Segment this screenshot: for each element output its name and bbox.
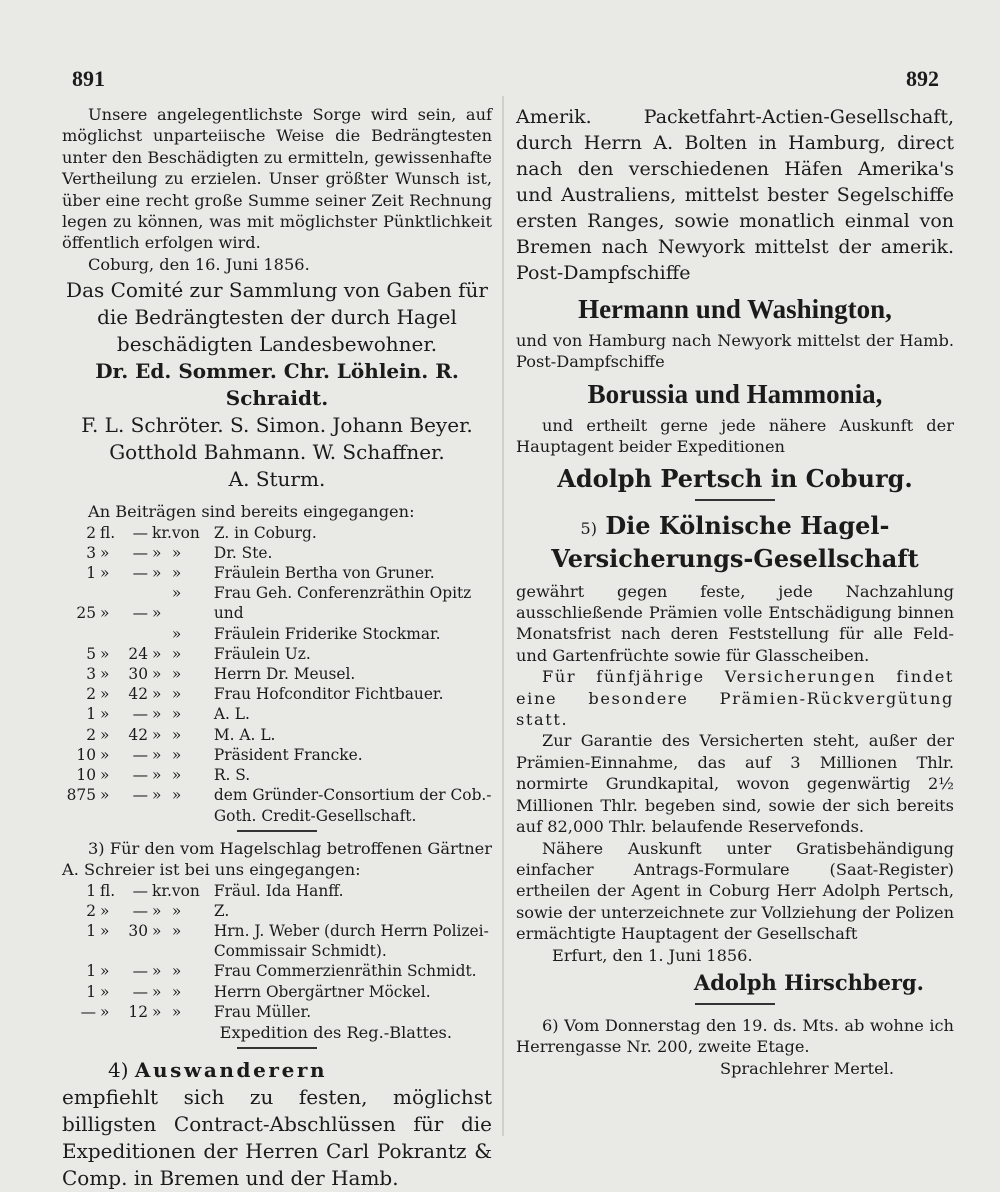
notice-3-intro: 3) Für den vom Hagelschlag betroffenen Gärtner A. Schreier ist bei uns eingegangen: [62, 838, 492, 880]
donation-cell: » [152, 962, 162, 981]
donation-cell: » [152, 543, 162, 562]
donation-cell: 1 [86, 982, 96, 1001]
donation-donor: Herrn Obergärtner Möckel. [213, 982, 431, 1001]
committee-names-4: A. Sturm. [228, 467, 326, 492]
donation-row [62, 664, 492, 684]
donation-cell: kr. [152, 881, 172, 900]
donation-cell: » [152, 921, 162, 940]
donation-cell: » [171, 786, 182, 805]
divider [695, 1003, 775, 1005]
gardener-donations-table [62, 881, 492, 1022]
notice-4-number: 4) [108, 1058, 129, 1083]
donation-donor: Präsident Francke. [213, 745, 363, 764]
donation-cell: 2 [86, 901, 96, 920]
divider [237, 1047, 317, 1049]
donation-cell: 10 [76, 766, 96, 785]
donation-cell: 875 [66, 786, 96, 805]
donation-cell: » [152, 644, 162, 663]
donation-donor: R. S. [213, 766, 251, 785]
donation-row [62, 881, 492, 901]
donation-cell: » [152, 786, 162, 805]
ships-borussia-hammonia: Borussia und Hammonia, [587, 378, 883, 409]
notice-6-text: 6) Vom Donnerstag den 19. ds. Mts. ab wohne ich Herrengasse Nr. 200, zweite Etage. [516, 1015, 954, 1057]
donation-cell: — [132, 881, 148, 900]
date-line: Coburg, den 16. Juni 1856. [88, 254, 310, 274]
left-column [62, 104, 492, 1192]
donation-cell: » [171, 921, 182, 940]
donation-cell: » [171, 564, 182, 583]
donation-cell: — [80, 1002, 96, 1021]
donation-cell: » [171, 685, 182, 704]
committee-names-3: Gotthold Bahmann. W. Schaffner. [109, 440, 445, 465]
donation-donor: Frau Commerzienräthin Schmidt. [213, 962, 477, 981]
donation-cell: » [171, 705, 182, 724]
donation-cell [172, 603, 212, 623]
donation-cell: — [132, 786, 148, 805]
notice-3-signature: Expedition des Reg.-Blattes. [219, 1022, 452, 1042]
donation-cell: » [171, 982, 182, 1001]
donation-cell [100, 624, 116, 644]
donation-donor: Frau Geh. Conferenzräthin Opitz [213, 584, 472, 603]
donation-donor: Fräulein Bertha von Gruner. [213, 564, 435, 583]
donation-cell: » [171, 624, 182, 643]
donation-row [62, 765, 492, 785]
donation-cell: — [132, 766, 148, 785]
donation-cell: » [152, 725, 162, 744]
donation-cell: » [171, 665, 182, 684]
donation-donor: dem Gründer-Consortium der Cob.-Goth. Credit-Gesellschaft. [213, 786, 492, 825]
donation-cell: 2 [86, 523, 96, 542]
donation-row [62, 624, 492, 644]
donation-cell: — [132, 543, 148, 562]
donation-cell [152, 583, 172, 603]
divider [237, 830, 317, 832]
intro-paragraph: Unsere angelegentlichste Sorge wird sein, auf möglichst unparteiische Weise die Bedrängtesten unter den Beschädigten zu ermitteln, gewissenhafte Vertheilung zu erzielen. Unser größter Wunsch ist, über eine recht große Summe seiner Zeit Rechnung legen zu können, was mit möglichster Pünktlichkeit öffentlich erfolgen wird. [62, 105, 492, 253]
donation-row [62, 684, 492, 704]
committee-names-2: F. L. Schröter. S. Simon. Johann Beyer. [81, 413, 473, 438]
donation-cell: » [152, 564, 162, 583]
donation-cell: 5 [86, 644, 96, 663]
donation-donor: Dr. Ste. [213, 543, 273, 562]
ships-hermann-washington: Hermann und Washington, [578, 294, 892, 324]
donation-cell: » [100, 982, 110, 1001]
donation-cell: » [171, 584, 182, 603]
donation-cell: 24 [128, 644, 148, 663]
notice-5-para-1: gewährt gegen feste, jede Nachzahlung ausschließende Prämien volle Entschädigung binnen Monatsfrist nach deren Feststellung für alle Feld- und Gartenfrüchte sowie für Glasscheiben. [516, 581, 954, 665]
donation-cell: » [171, 543, 182, 562]
donation-cell: 12 [128, 1002, 148, 1021]
donation-row [62, 725, 492, 745]
donation-donor: M. A. L. [213, 725, 276, 744]
donation-cell: » [100, 745, 110, 764]
donation-cell: » [152, 665, 162, 684]
donation-cell: — [132, 901, 148, 920]
donation-cell [100, 583, 116, 603]
donation-cell: » [171, 901, 182, 920]
donation-row [62, 1002, 492, 1022]
donation-cell: von [171, 523, 200, 542]
donation-cell: 1 [86, 705, 96, 724]
donation-row [62, 543, 492, 563]
donation-row [62, 961, 492, 981]
notice-5-number: 5) [580, 518, 597, 538]
donation-cell: — [132, 705, 148, 724]
donation-row [62, 982, 492, 1002]
donation-cell: — [132, 604, 148, 623]
notice-5-para-2: Für fünfjährige Versicherungen findet eine besondere Prämien-Rückvergütung statt. [516, 667, 954, 730]
notice-5-date: Erfurt, den 1. Juni 1856. [552, 945, 753, 965]
notice-5-title: Die Kölnische Hagel-Versicherungs-Gesellschaft [551, 510, 919, 573]
donation-cell: 30 [128, 921, 148, 940]
notice-5-heading [516, 509, 954, 575]
donation-cell: 25 [76, 604, 96, 623]
donation-donor: Fräulein Friderike Stockmar. [213, 624, 441, 643]
donation-cell: » [100, 921, 110, 940]
donation-cell: » [100, 1002, 110, 1021]
notice-5-signature: Adolph Hirschberg. [693, 969, 924, 995]
donation-cell: 10 [76, 745, 96, 764]
donation-cell: 2 [86, 685, 96, 704]
donation-row [62, 644, 492, 664]
donation-cell: » [171, 725, 182, 744]
donation-cell: 3 [86, 665, 96, 684]
donation-cell: » [100, 564, 110, 583]
shipping-text: Amerik. Packetfahrt-Actien-Gesellschaft, durch Herrn A. Bolten in Hamburg, direct nach den verschiedenen Häfen Amerika's und Australiens, mittelst bester Segelschiffe ersten Ranges, sowie monatlich einmal von Bremen nach Newyork mittelst der amerik. Post-Dampfschiffe [516, 106, 954, 284]
donation-row [62, 745, 492, 765]
notice-4-title: Auswanderern [134, 1058, 328, 1083]
agent-name: Adolph Pertsch in Coburg. [557, 463, 913, 493]
page-number-right: 892 [906, 66, 939, 91]
donation-row [62, 603, 492, 623]
donation-donor: Z. in Coburg. [213, 523, 317, 542]
donation-cell [116, 624, 152, 644]
donation-cell: » [152, 1002, 162, 1021]
donation-cell: kr. [152, 523, 172, 542]
donation-row [62, 704, 492, 724]
donation-cell [152, 624, 172, 644]
donation-cell: 42 [128, 685, 148, 704]
donation-donor: Herrn Dr. Meusel. [213, 665, 356, 684]
donation-cell: » [171, 745, 182, 764]
donation-cell: » [171, 644, 182, 663]
column-divider [502, 96, 504, 1136]
notice-4-text: empfiehlt sich zu festen, möglichst billigsten Contract-Abschlüssen für die Expeditionen der Herren Carl Pokrantz & Comp. in Bremen und der Hamb. [62, 1085, 492, 1191]
donation-cell: 1 [86, 564, 96, 583]
donation-donor: Z. [213, 901, 230, 920]
donation-cell: 42 [128, 725, 148, 744]
donation-donor: A. L. [213, 705, 250, 724]
donation-cell: » [171, 1002, 182, 1021]
donation-donor: Hrn. J. Weber (durch Herrn Polizei-Commissair Schmidt). [213, 921, 489, 961]
donation-donor: und [213, 604, 244, 623]
donation-cell: — [132, 564, 148, 583]
page-number-left: 891 [72, 66, 105, 91]
donation-cell: 2 [86, 725, 96, 744]
donation-cell: — [132, 962, 148, 981]
right-column [516, 104, 954, 1079]
donation-cell: » [100, 786, 110, 805]
donation-row [62, 523, 492, 543]
committee-names-1: Dr. Ed. Sommer. Chr. Löhlein. R. Schraidt. [95, 359, 459, 411]
donation-row [62, 901, 492, 921]
donation-cell: » [100, 725, 110, 744]
donation-cell: » [100, 962, 110, 981]
donation-cell: fl. [100, 523, 116, 542]
donation-cell: » [152, 685, 162, 704]
donation-cell: » [171, 766, 182, 785]
donation-cell: » [152, 745, 162, 764]
donation-donor: Frau Müller. [213, 1002, 312, 1021]
divider [695, 499, 775, 501]
donation-cell: » [100, 901, 110, 920]
donation-donor: Fräulein Uz. [213, 644, 311, 663]
donation-cell: » [152, 982, 162, 1001]
donation-cell: — [132, 982, 148, 1001]
donation-donor: Frau Hofconditor Fichtbauer. [213, 685, 444, 704]
notice-5-para-3: Zur Garantie des Versicherten steht, außer der Prämien-Einnahme, das auf 3 Millionen Thlr. normirte Grundkapital, wovon gegenwärtig 2½ Millionen Thlr. begeben sind, sowie der sich bereits auf 82,000 Thlr. belaufende Reservefonds. [516, 731, 954, 837]
donation-cell: 1 [86, 881, 96, 900]
donation-cell: » [100, 705, 110, 724]
donation-cell: » [152, 766, 162, 785]
donation-cell: » [100, 665, 110, 684]
donation-cell: — [132, 523, 148, 542]
donation-cell: » [100, 644, 110, 663]
shipping-info-text: und ertheilt gerne jede nähere Auskunft der Hauptagent beider Expeditionen [516, 415, 954, 457]
donation-cell: » [100, 604, 110, 623]
donation-row [62, 785, 492, 825]
donation-cell: von [171, 881, 200, 900]
donation-cell: » [152, 901, 162, 920]
donations-table [62, 523, 492, 826]
donation-cell: — [132, 745, 148, 764]
donation-cell: » [100, 766, 110, 785]
notice-5-para-4: Nähere Auskunft unter Gratisbehändigung einfacher Antrags-Formulare (Saat-Register) ertheilen der Agent in Coburg Herr Adolph Pertsch, sowie der unterzeichnete zur Vollziehung der Polizen ermächtigte Hauptagent der Gesellschaft [516, 838, 954, 944]
donation-cell: 1 [86, 962, 96, 981]
donation-cell: 30 [128, 665, 148, 684]
donation-cell: » [100, 543, 110, 562]
donation-cell: » [171, 962, 182, 981]
donation-cell: 1 [86, 921, 96, 940]
notice-4-heading [62, 1057, 492, 1084]
donation-cell [116, 583, 152, 603]
donation-cell [62, 583, 100, 603]
donation-cell: » [152, 604, 162, 623]
shipping-mid-text: und von Hamburg nach Newyork mittelst der Hamb. Post-Dampfschiffe [516, 331, 954, 372]
donation-cell: » [152, 705, 162, 724]
notice-6-signature: Sprachlehrer Mertel. [719, 1058, 894, 1078]
donation-cell: 3 [86, 543, 96, 562]
donation-row [62, 921, 492, 961]
donation-donor: Fräul. Ida Hanff. [213, 881, 344, 900]
donation-cell [62, 624, 100, 644]
committee-title: Das Comité zur Sammlung von Gaben für die Bedrängtesten der durch Hagel beschädigten Landesbewohner. [66, 278, 488, 357]
donation-cell: fl. [100, 881, 116, 900]
donations-heading: An Beiträgen sind bereits eingegangen: [88, 502, 415, 522]
donation-cell: » [100, 685, 110, 704]
donation-row [62, 583, 492, 603]
donation-row [62, 563, 492, 583]
